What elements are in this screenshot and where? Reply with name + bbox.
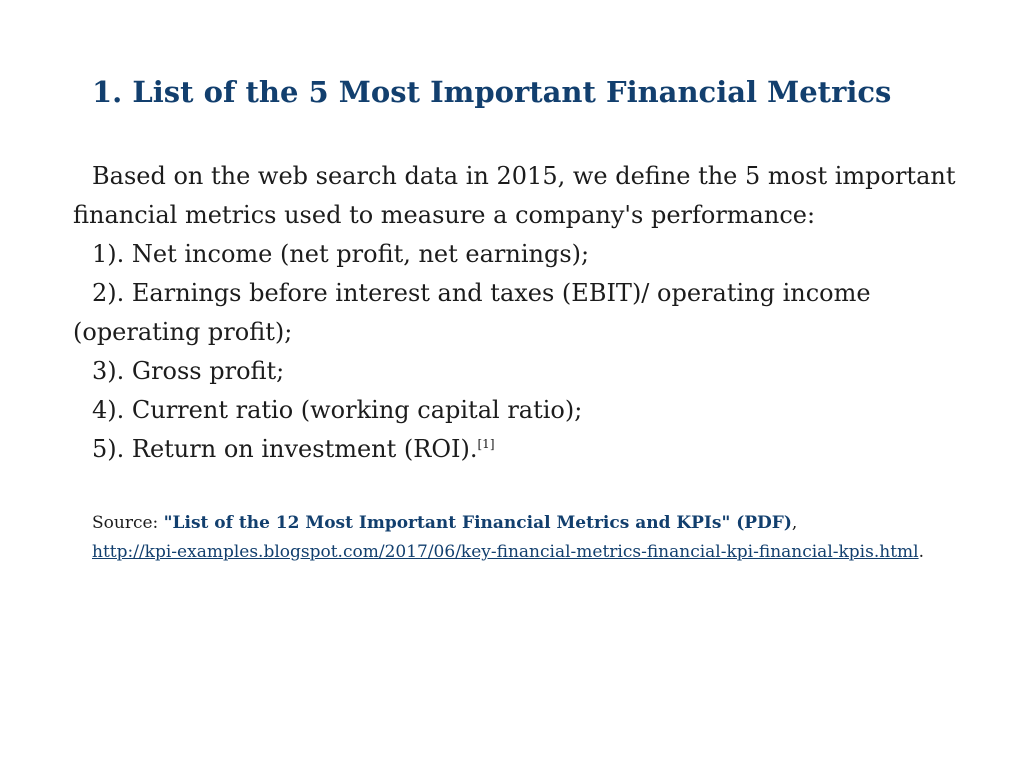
source-document-title: "List of the 12 Most Important Financial Metrics and KPIs" (PDF) <box>163 513 792 533</box>
metric-item-2: 2). Earnings before interest and taxes (EBIT)/ operating income (operating profit); <box>73 279 871 346</box>
metric-item-5: 5). Return on investment (ROI). <box>92 435 478 463</box>
metric-item-3: 3). Gross profit; <box>92 357 285 385</box>
source-separator: , <box>791 513 798 533</box>
metric-item-5-wrapper <box>73 430 973 469</box>
source-line-2 <box>92 538 992 567</box>
source-url-link[interactable]: http://kpi-examples.blogspot.com/2017/06/key-financial-metrics-financial-kpi-financial-kpis.html <box>92 542 919 562</box>
metric-item-4: 4). Current ratio (working capital ratio); <box>92 396 583 424</box>
slide-body <box>73 157 973 469</box>
source-label: Source: <box>92 513 164 533</box>
slide-title: 1. List of the 5 Most Important Financial Metrics <box>92 75 892 109</box>
citation-marker[interactable]: [1] <box>477 437 495 451</box>
intro-paragraph: Based on the web search data in 2015, we define the 5 most important financial metrics used to measure a company's performance: <box>73 162 956 229</box>
source-note <box>92 509 992 567</box>
metric-item-1: 1). Net income (net profit, net earnings); <box>92 240 590 268</box>
source-end-period: . <box>918 542 924 562</box>
source-line-1 <box>92 509 992 538</box>
